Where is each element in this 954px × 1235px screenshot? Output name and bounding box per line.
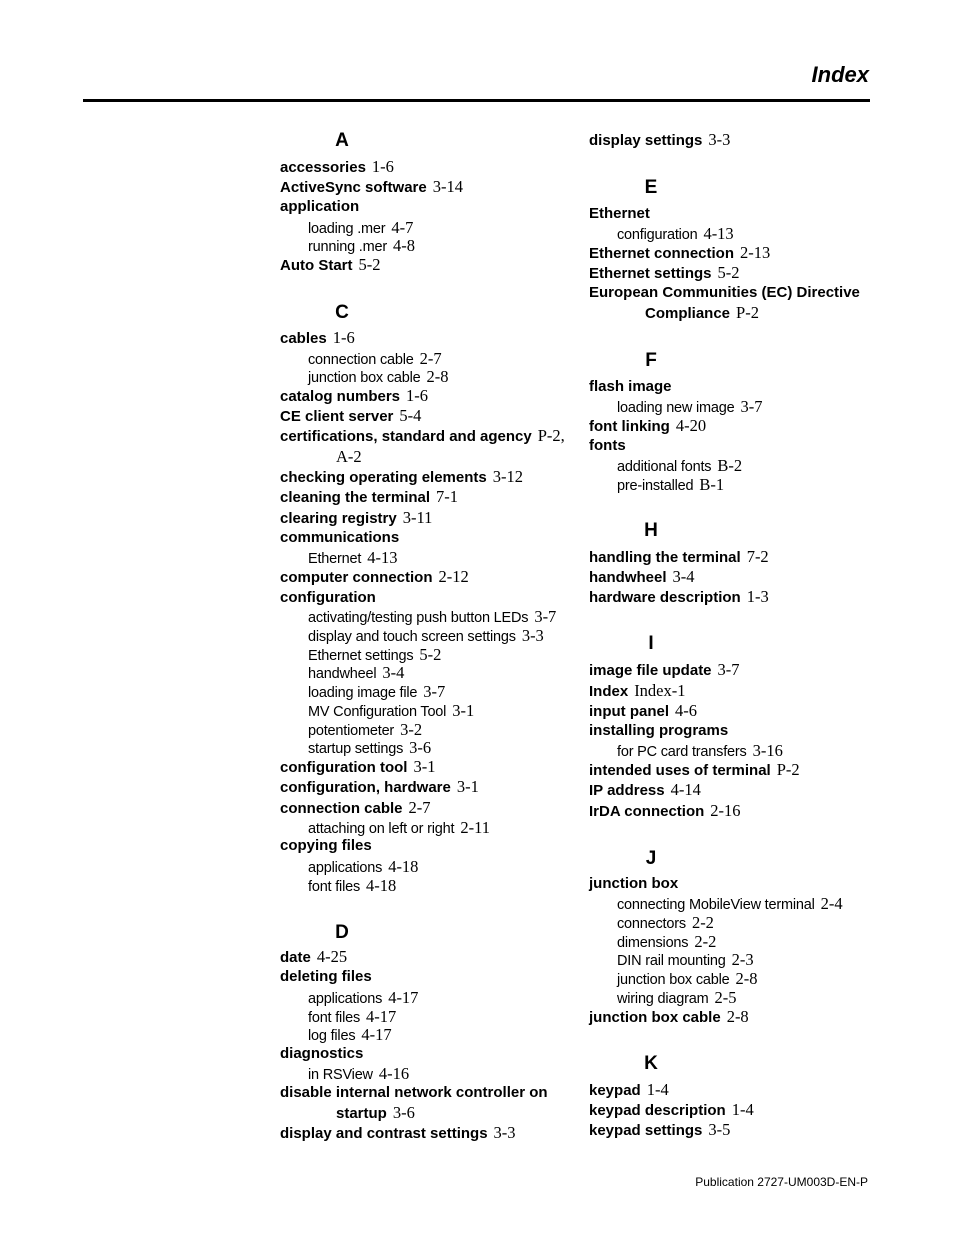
index-entry (589, 660, 740, 681)
index-term: cleaning the terminal (280, 489, 431, 506)
index-term: communications (280, 529, 400, 546)
index-letter-heading: F (645, 350, 657, 371)
index-entry (589, 263, 740, 284)
index-term: pre-installed (617, 478, 694, 494)
page-reference: 7-2 (746, 547, 769, 566)
index-entry (280, 777, 479, 798)
index-subentry (308, 876, 396, 897)
page-reference: 3-11 (402, 508, 433, 527)
index-entry (280, 1123, 516, 1144)
index-subentry (308, 663, 404, 684)
index-subentry (308, 682, 445, 703)
index-subentry (308, 548, 397, 569)
index-term: configuration, hardware (280, 779, 451, 796)
index-entry (280, 947, 347, 968)
page-reference: 7-1 (436, 487, 459, 506)
index-term: junction box cable (308, 370, 421, 386)
index-term: diagnostics (280, 1045, 364, 1062)
index-subentry (617, 988, 737, 1009)
index-term: computer connection (280, 569, 433, 586)
page-reference: B-1 (699, 475, 725, 494)
page-reference: 2-2 (691, 913, 714, 932)
page-reference: 2-8 (426, 367, 449, 386)
index-entry (589, 1120, 730, 1141)
page-reference: 2-8 (726, 1007, 749, 1026)
index-term: display settings (589, 132, 703, 149)
index-entry (589, 416, 706, 437)
index-entry (589, 243, 770, 264)
index-entry (336, 447, 362, 468)
index-term: log files (308, 1028, 356, 1044)
index-subentry (617, 397, 763, 418)
page-reference: 3-5 (708, 1120, 731, 1139)
index-term: keypad description (589, 1102, 726, 1119)
page-reference: 3-12 (492, 467, 523, 486)
index-term: hardware description (589, 589, 741, 606)
page-reference: P-2 (776, 760, 800, 779)
page-title: Index (811, 62, 869, 87)
index-entry (280, 967, 372, 987)
index-term: connection cable (280, 800, 403, 817)
index-term: display and contrast settings (280, 1125, 488, 1142)
index-subentry (617, 950, 754, 971)
index-term: IrDA connection (589, 803, 705, 820)
index-term: deleting files (280, 968, 372, 985)
index-entry (589, 681, 686, 702)
page-reference: 2-8 (735, 969, 758, 988)
index-letter-heading: J (645, 848, 657, 869)
index-term: installing programs (589, 722, 729, 739)
page-reference: 3-2 (400, 720, 423, 739)
index-term: connection cable (308, 352, 414, 368)
index-term: attaching on left or right (308, 821, 455, 837)
index-term: intended uses of terminal (589, 762, 771, 779)
index-letter-heading: E (644, 177, 658, 198)
page-reference: 4-17 (388, 988, 419, 1007)
page-reference: 3-7 (717, 660, 740, 679)
index-term: Index (589, 683, 629, 700)
page-reference: 4-14 (670, 780, 701, 799)
page-reference: 4-13 (703, 224, 734, 243)
index-term: application (280, 198, 360, 215)
index-letter-heading: D (335, 922, 349, 943)
index-term: junction box (589, 875, 679, 892)
index-entry (280, 157, 394, 178)
page-reference: 4-17 (361, 1025, 392, 1044)
page-reference: 4-16 (378, 1064, 410, 1083)
index-subentry (617, 475, 724, 496)
index-term: loading image file (308, 685, 418, 701)
index-entry (589, 701, 697, 722)
index-entry (280, 328, 355, 349)
index-term: wiring diagram (617, 991, 709, 1007)
page-reference: 3-4 (672, 567, 695, 586)
index-entry (589, 1100, 754, 1121)
page-reference: 4-6 (675, 701, 697, 720)
index-term: certifications, standard and agency (280, 428, 532, 445)
page-reference: 2-4 (820, 894, 843, 913)
index-term: loading .mer (308, 221, 386, 237)
index-term: clearing registry (280, 510, 397, 527)
index-subentry (308, 607, 556, 628)
index-entry (589, 204, 650, 224)
index-term: additional fonts (617, 459, 712, 475)
page-reference: 2-3 (731, 950, 754, 969)
index-term: IP address (589, 782, 665, 799)
page-reference: 3-16 (752, 741, 783, 760)
index-entry (589, 130, 730, 151)
index-term: handling the terminal (589, 549, 741, 566)
page-reference: 1-4 (646, 1080, 669, 1099)
index-term: cables (280, 330, 327, 347)
index-letter-heading: I (648, 633, 654, 654)
index-subentry (617, 456, 742, 477)
index-entry (589, 567, 695, 588)
index-term: input panel (589, 703, 669, 720)
index-term: handwheel (308, 666, 377, 682)
index-term: for PC card transfers (617, 744, 747, 760)
index-entry (280, 487, 458, 508)
index-term: fonts (589, 437, 626, 454)
index-term: loading new image (617, 400, 735, 416)
page-reference: 5-2 (717, 263, 740, 282)
page-reference: 5-2 (358, 255, 381, 274)
index-subentry (308, 738, 431, 759)
index-entry (280, 406, 421, 427)
page-reference: 4-18 (366, 876, 397, 895)
index-entry (589, 874, 678, 894)
page-reference: 3-7 (423, 682, 446, 701)
index-term: Ethernet (308, 551, 362, 567)
index-entry (589, 1007, 749, 1028)
page-reference: 3-7 (740, 397, 763, 416)
index-subentry (308, 1064, 409, 1085)
index-entry (280, 386, 428, 407)
index-subentry (308, 1025, 392, 1046)
index-term: junction box cable (589, 1009, 721, 1026)
index-subentry (308, 236, 415, 257)
page-reference: 4-7 (391, 218, 414, 237)
index-subentry (308, 701, 474, 722)
page-reference: 3-14 (432, 177, 463, 196)
page-reference: 2-7 (408, 798, 431, 817)
index-entry (280, 757, 435, 778)
index-entry (589, 547, 769, 568)
page-reference: 1-6 (332, 328, 355, 347)
index-entry (589, 377, 672, 397)
page-reference: 3-1 (452, 701, 475, 720)
title-divider (83, 99, 870, 102)
index-term: configuration (280, 589, 376, 606)
index-letter-heading: A (335, 130, 349, 151)
index-entry (280, 1044, 363, 1064)
index-term: handwheel (589, 569, 667, 586)
index-term: disable internal network controller on (280, 1084, 548, 1101)
index-term: connecting MobileView terminal (617, 897, 815, 913)
page-reference: 3-3 (493, 1123, 516, 1142)
page-reference: 3-6 (409, 738, 432, 757)
index-term: CE client server (280, 408, 394, 425)
index-term: activating/testing push button LEDs (308, 610, 529, 626)
index-letter-heading: K (644, 1053, 658, 1074)
page-reference: 5-4 (399, 406, 422, 425)
index-term: flash image (589, 378, 672, 395)
page-reference: 3-6 (392, 1103, 415, 1122)
index-entry (280, 255, 381, 276)
index-term: connectors (617, 916, 686, 932)
index-term: startup (336, 1105, 387, 1122)
index-term: configuration (617, 227, 698, 243)
index-entry (280, 197, 359, 217)
index-term: MV Configuration Tool (308, 704, 447, 720)
index-term: in RSView (308, 1067, 373, 1083)
page-reference: 1-3 (746, 587, 769, 606)
index-term: keypad settings (589, 1122, 703, 1139)
page-reference: 3-7 (534, 607, 557, 626)
page-reference: 2-7 (419, 349, 442, 368)
index-entry (280, 467, 523, 488)
page-reference: 2-11 (460, 818, 490, 837)
index-entry (280, 836, 372, 856)
index-term: font linking (589, 418, 670, 435)
page-reference: A-2 (336, 447, 362, 466)
index-term: configuration tool (280, 759, 408, 776)
index-subentry (308, 367, 448, 388)
index-entry (336, 1103, 415, 1124)
index-term: potentiometer (308, 723, 395, 739)
page-reference: 3-4 (382, 663, 405, 682)
page-reference: 2-5 (714, 988, 737, 1007)
index-term: applications (308, 860, 383, 876)
page-reference: 4-18 (388, 857, 419, 876)
page-reference: 5-2 (419, 645, 442, 664)
page-reference: 1-6 (406, 386, 429, 405)
index-term: keypad (589, 1082, 641, 1099)
index-letter-heading: H (644, 520, 658, 541)
page-reference: 1-4 (731, 1100, 754, 1119)
index-subentry (617, 224, 734, 245)
page-reference: B-2 (717, 456, 743, 475)
index-term: Auto Start (280, 257, 353, 274)
index-entry (589, 436, 626, 456)
index-entry (280, 177, 463, 198)
index-term: display and touch screen settings (308, 629, 516, 645)
page-reference: 4-25 (316, 947, 348, 966)
index-entry (589, 801, 741, 822)
index-entry (589, 780, 701, 801)
index-term: European Communities (EC) Directive (589, 284, 860, 301)
index-term: Compliance (645, 305, 731, 322)
index-subentry (617, 913, 714, 934)
page-reference: 4-17 (366, 1007, 397, 1026)
index-term: Ethernet settings (589, 265, 712, 282)
index-entry (589, 1080, 669, 1101)
page-reference: 3-3 (521, 626, 544, 645)
index-subentry (617, 894, 843, 915)
index-entry (589, 587, 769, 608)
page-reference: Index-1 (634, 681, 686, 700)
index-term: running .mer (308, 239, 387, 255)
index-term: Ethernet (589, 205, 650, 222)
index-entry (645, 303, 759, 324)
index-entry (589, 283, 860, 303)
index-term: Ethernet settings (308, 648, 414, 664)
page-reference: 1-6 (371, 157, 394, 176)
index-term: dimensions (617, 935, 689, 951)
page-reference: 3-1 (456, 777, 479, 796)
index-term: startup settings (308, 741, 404, 757)
index-subentry (617, 969, 757, 990)
index-term: font files (308, 879, 360, 895)
page-reference: 3-3 (708, 130, 731, 149)
index-entry (589, 760, 800, 781)
page-reference: 2-12 (438, 567, 469, 586)
index-subentry (617, 741, 783, 762)
page-reference: 4-8 (393, 236, 415, 255)
index-entry (280, 567, 469, 588)
index-subentry (308, 988, 418, 1009)
page-reference: P-2 (736, 303, 759, 322)
page-reference: P-2, (537, 426, 565, 445)
index-entry (280, 798, 431, 819)
index-term: copying files (280, 837, 372, 854)
index-entry (280, 508, 432, 529)
index-entry (280, 528, 399, 548)
index-term: checking operating elements (280, 469, 487, 486)
publication-footer: Publication 2727-UM003D-EN-P (695, 1175, 868, 1189)
index-term: ActiveSync software (280, 179, 427, 196)
index-letter-heading: C (335, 302, 349, 323)
index-entry (280, 588, 376, 608)
index-term: junction box cable (617, 972, 730, 988)
index-term: font files (308, 1010, 360, 1026)
index-term: DIN rail mounting (617, 953, 726, 969)
index-subentry (308, 857, 418, 878)
page-reference: 2-16 (710, 801, 741, 820)
page-reference: 4-13 (367, 548, 398, 567)
index-entry (280, 1083, 548, 1103)
index-term: Ethernet connection (589, 245, 735, 262)
page-reference: 3-1 (413, 757, 436, 776)
index-term: date (280, 949, 311, 966)
page-reference: 4-20 (675, 416, 707, 435)
index-term: accessories (280, 159, 366, 176)
index-term: catalog numbers (280, 388, 401, 405)
index-term: applications (308, 991, 383, 1007)
page-reference: 2-2 (694, 932, 717, 951)
index-entry (589, 721, 728, 741)
index-term: image file update (589, 662, 712, 679)
page-reference: 2-13 (740, 243, 771, 262)
index-entry (280, 426, 565, 447)
index-subentry (308, 626, 544, 647)
